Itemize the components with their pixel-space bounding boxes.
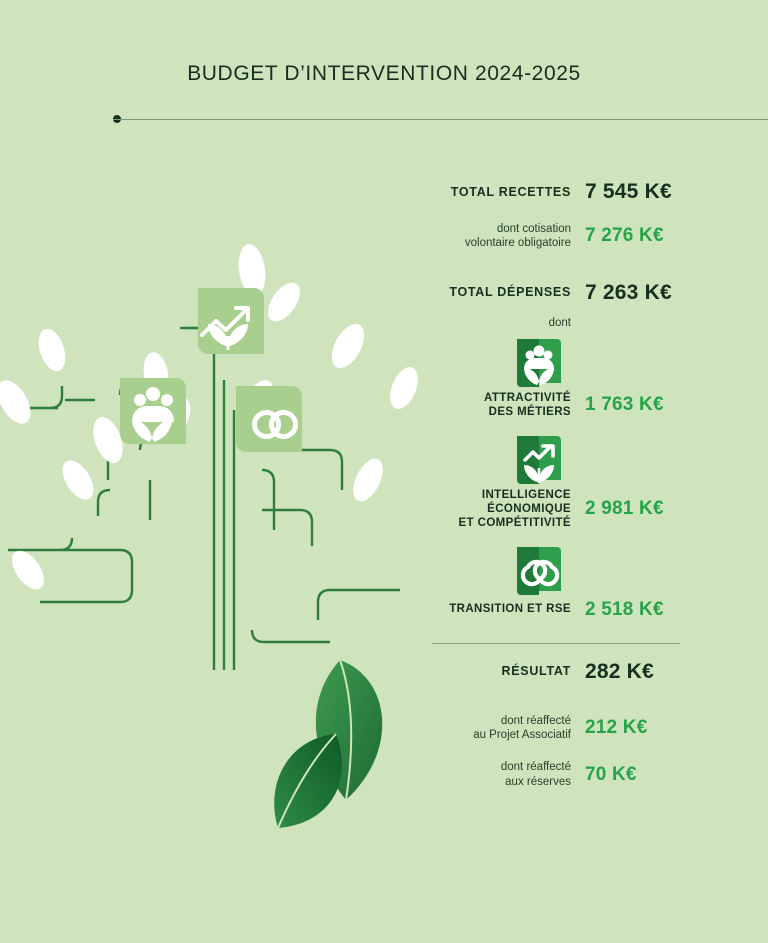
attractivite-label-line1: ATTRACTIVITÉ	[484, 391, 571, 404]
dont-label: dont	[548, 316, 571, 329]
cotisation-label-line1: dont cotisation	[496, 223, 571, 235]
page-title: BUDGET D’INTERVENTION 2024-2025	[187, 62, 581, 85]
row-resultat	[432, 660, 680, 684]
intelligence-label-line3: ET COMPÉTITIVITÉ	[458, 517, 571, 530]
people-plant-icon	[511, 335, 567, 391]
cotisation-value: 7 276 K€	[585, 225, 664, 247]
badge-wrap-transition	[432, 543, 680, 599]
reaffecte-projet-value: 212 K€	[585, 717, 648, 738]
total-recettes-label: TOTAL RECETTES	[450, 184, 571, 199]
reaffecte-projet-label-line1: dont réaffecté	[500, 714, 571, 727]
reaffecte-projet-label	[473, 714, 571, 743]
reaffecte-reserves-label	[501, 760, 571, 789]
total-recettes-value: 7 545 K€	[585, 180, 672, 203]
resultat-value: 282 K€	[585, 659, 654, 683]
total-depenses-label: TOTAL DÉPENSES	[449, 285, 571, 300]
reaffecte-projet-label-line2: au Projet Associatif	[473, 729, 571, 741]
row-attractivite-des-metiers	[432, 391, 680, 420]
badge-wrap-attractivite	[432, 335, 680, 391]
reaffecte-reserves-value: 70 K€	[585, 763, 637, 785]
transition-value: 2 518 K€	[585, 598, 664, 620]
row-reaffecte-reserves	[432, 760, 680, 789]
budget-figures	[432, 180, 680, 791]
tile-attractivite-metiers	[120, 378, 186, 444]
plant-network-illustration	[0, 150, 440, 850]
infinity-leaf-icon	[511, 543, 567, 599]
reaffecte-reserves-label-line1: dont réaffecté	[500, 761, 571, 774]
transition-label	[449, 602, 571, 616]
intelligence-label-line1: INTELLIGENCE	[481, 488, 571, 501]
transition-label-line1: TRANSITION ET RSE	[449, 603, 571, 616]
attractivite-label	[484, 391, 571, 420]
row-total-depenses	[432, 281, 680, 305]
row-total-recettes	[432, 180, 680, 204]
attractivite-label-line2: DES MÉTIERS	[488, 406, 571, 419]
arrow-growth-leaf-icon	[511, 432, 567, 488]
reaffecte-reserves-label-line2: aux réserves	[505, 775, 571, 788]
cotisation-label	[465, 222, 571, 251]
cotisation-label-line2: volontaire obligatoire	[464, 237, 571, 250]
resultat-label: RÉSULTAT	[501, 664, 571, 679]
tile-transition-rse	[236, 386, 302, 452]
intelligence-label	[459, 488, 571, 531]
row-transition-rse	[432, 599, 680, 621]
tile-intelligence-economique	[198, 288, 264, 354]
title-divider	[113, 119, 768, 120]
row-intelligence-economique	[432, 488, 680, 531]
attractivite-value: 1 763 K€	[585, 394, 664, 416]
badge-wrap-intelligence	[432, 432, 680, 488]
intelligence-value: 2 981 K€	[585, 498, 664, 520]
total-depenses-value: 7 263 K€	[585, 280, 672, 304]
row-reaffecte-projet	[432, 714, 680, 743]
row-cotisation	[432, 222, 680, 251]
intelligence-label-line2: ÉCONOMIQUE	[487, 502, 571, 515]
result-divider	[432, 643, 680, 644]
